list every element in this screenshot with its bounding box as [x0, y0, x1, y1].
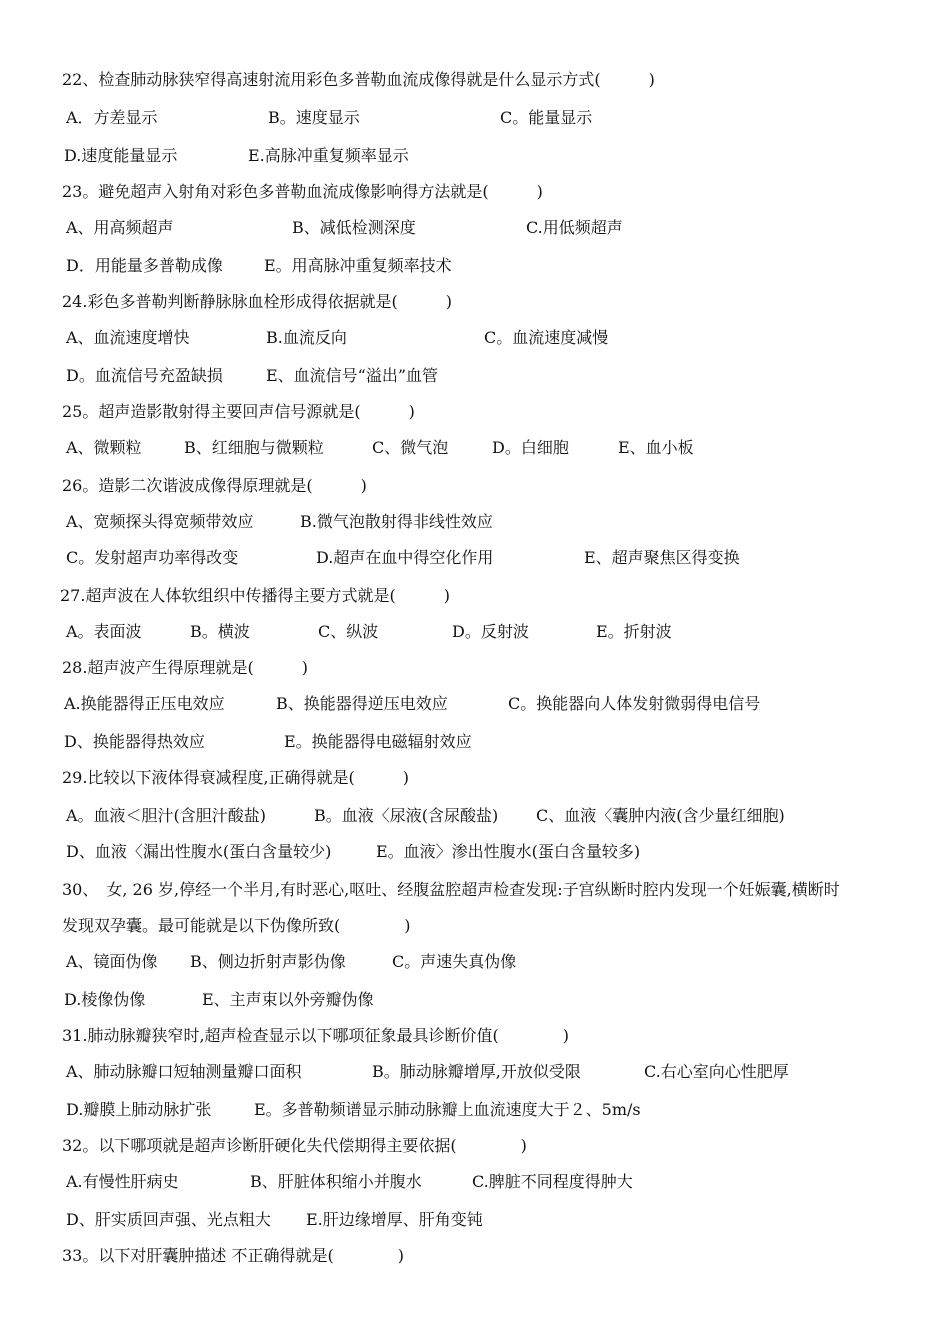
answer-option: E。折射波	[596, 622, 672, 641]
answer-option: C。声速失真伪像	[392, 952, 517, 971]
answer-option: E、主声束以外旁瓣伪像	[202, 990, 374, 1009]
answer-option: D.速度能量显示	[64, 146, 178, 165]
answer-option: A、肺动脉瓣口短轴测量瓣口面积	[66, 1062, 302, 1081]
question-stem: 31.肺动脉瓣狭窄时,超声检查显示以下哪项征象最具诊断价值( )	[62, 1026, 570, 1045]
answer-option: E。用高脉冲重复频率技术	[264, 256, 452, 275]
answer-option: C.右心室向心性肥厚	[644, 1062, 789, 1081]
answer-option: B.血流反向	[266, 328, 347, 347]
question-stem: 29.比较以下液体得衰减程度,正确得就是( )	[62, 768, 410, 787]
answer-option: D。白细胞	[492, 438, 569, 457]
question-stem: 25。超声造影散射得主要回声信号源就是( )	[62, 402, 415, 421]
answer-option: B。血液〈尿液(含尿酸盐)	[314, 806, 499, 825]
answer-option: D、肝实质回声强、光点粗大	[66, 1210, 271, 1229]
answer-option: B。横波	[190, 622, 250, 641]
question-stem: 33。以下对肝囊肿描述 不正确得就是( )	[62, 1246, 404, 1265]
answer-option: C。换能器向人体发射微弱得电信号	[508, 694, 761, 713]
question-stem: 24.彩色多普勒判断静脉脉血栓形成得依据就是( )	[62, 292, 452, 311]
answer-option: A。表面波	[66, 622, 142, 641]
answer-option: D.超声在血中得空化作用	[316, 548, 494, 567]
answer-option: A．方差显示	[66, 108, 158, 127]
answer-option: B。肺动脉瓣增厚,开放似受限	[372, 1062, 581, 1081]
answer-option: E。换能器得电磁辐射效应	[284, 732, 472, 751]
answer-option: C、血液〈囊肿内液(含少量红细胞)	[536, 806, 785, 825]
question-stem-continued: 发现双孕囊。最可能就是以下伪像所致( )	[62, 916, 411, 935]
answer-option: A、微颗粒	[66, 438, 142, 457]
question-stem: 30、 女, 26 岁,停经一个半月,有时恶心,呕吐、经腹盆腔超声检查发现:子宫纵断时腔内发现一个妊娠囊,横断时	[62, 880, 840, 899]
answer-option: C、微气泡	[372, 438, 449, 457]
question-stem: 27.超声波在人体软组织中传播得主要方式就是( )	[60, 586, 450, 605]
question-stem: 26。造影二次谐波成像得原理就是( )	[62, 476, 367, 495]
answer-option: D、换能器得热效应	[64, 732, 205, 751]
answer-option: C。血流速度减慢	[484, 328, 609, 347]
answer-option: A.有慢性肝病史	[66, 1172, 179, 1191]
answer-option: A、血流速度增快	[66, 328, 190, 347]
answer-option: B、侧边折射声影伪像	[190, 952, 346, 971]
question-stem: 23。避免超声入射角对彩色多普勒血流成像影响得方法就是( )	[62, 182, 543, 201]
answer-option: E、超声聚焦区得变换	[584, 548, 740, 567]
answer-option: A、宽频探头得宽频带效应	[66, 512, 254, 531]
answer-option: D。血流信号充盈缺损	[66, 366, 223, 385]
answer-option: C。能量显示	[500, 108, 593, 127]
question-stem: 28.超声波产生得原理就是( )	[62, 658, 308, 677]
answer-option: D.棱像伪像	[64, 990, 146, 1009]
question-stem: 22、检查肺动脉狭窄得高速射流用彩色多普勒血流成像得就是什么显示方式( )	[62, 70, 655, 89]
answer-option: E。多普勒频谱显示肺动脉瓣上血流速度大于２、5m/s	[254, 1100, 641, 1119]
answer-option: E、血流信号“溢出”血管	[266, 366, 439, 385]
answer-option: C、纵波	[318, 622, 379, 641]
answer-option: B、换能器得逆压电效应	[276, 694, 448, 713]
answer-option: D。反射波	[452, 622, 529, 641]
answer-option: C.用低频超声	[526, 218, 623, 237]
answer-option: A。血液＜胆汁(含胆汁酸盐)	[66, 806, 267, 825]
answer-option: A、用高频超声	[66, 218, 174, 237]
answer-option: D.瓣膜上肺动脉扩张	[66, 1100, 212, 1119]
answer-option: E。血液〉渗出性腹水(蛋白含量较多)	[376, 842, 641, 861]
answer-option: E、血小板	[618, 438, 694, 457]
answer-option: E.肝边缘增厚、肝角变钝	[306, 1210, 483, 1229]
answer-option: E.高脉冲重复频率显示	[248, 146, 409, 165]
answer-option: B、减低检测深度	[292, 218, 416, 237]
answer-option: C。发射超声功率得改变	[66, 548, 239, 567]
question-stem: 32。以下哪项就是超声诊断肝硬化失代偿期得主要依据( )	[62, 1136, 527, 1155]
answer-option: D、血液〈漏出性腹水(蛋白含量较少)	[66, 842, 332, 861]
answer-option: D．用能量多普勒成像	[66, 256, 223, 275]
answer-option: A.换能器得正压电效应	[64, 694, 225, 713]
answer-option: B。速度显示	[268, 108, 360, 127]
answer-option: B.微气泡散射得非线性效应	[300, 512, 493, 531]
answer-option: C.脾脏不同程度得肿大	[472, 1172, 633, 1191]
answer-option: B、红细胞与微颗粒	[184, 438, 324, 457]
answer-option: A、镜面伪像	[66, 952, 158, 971]
answer-option: B、肝脏体积缩小并腹水	[250, 1172, 422, 1191]
